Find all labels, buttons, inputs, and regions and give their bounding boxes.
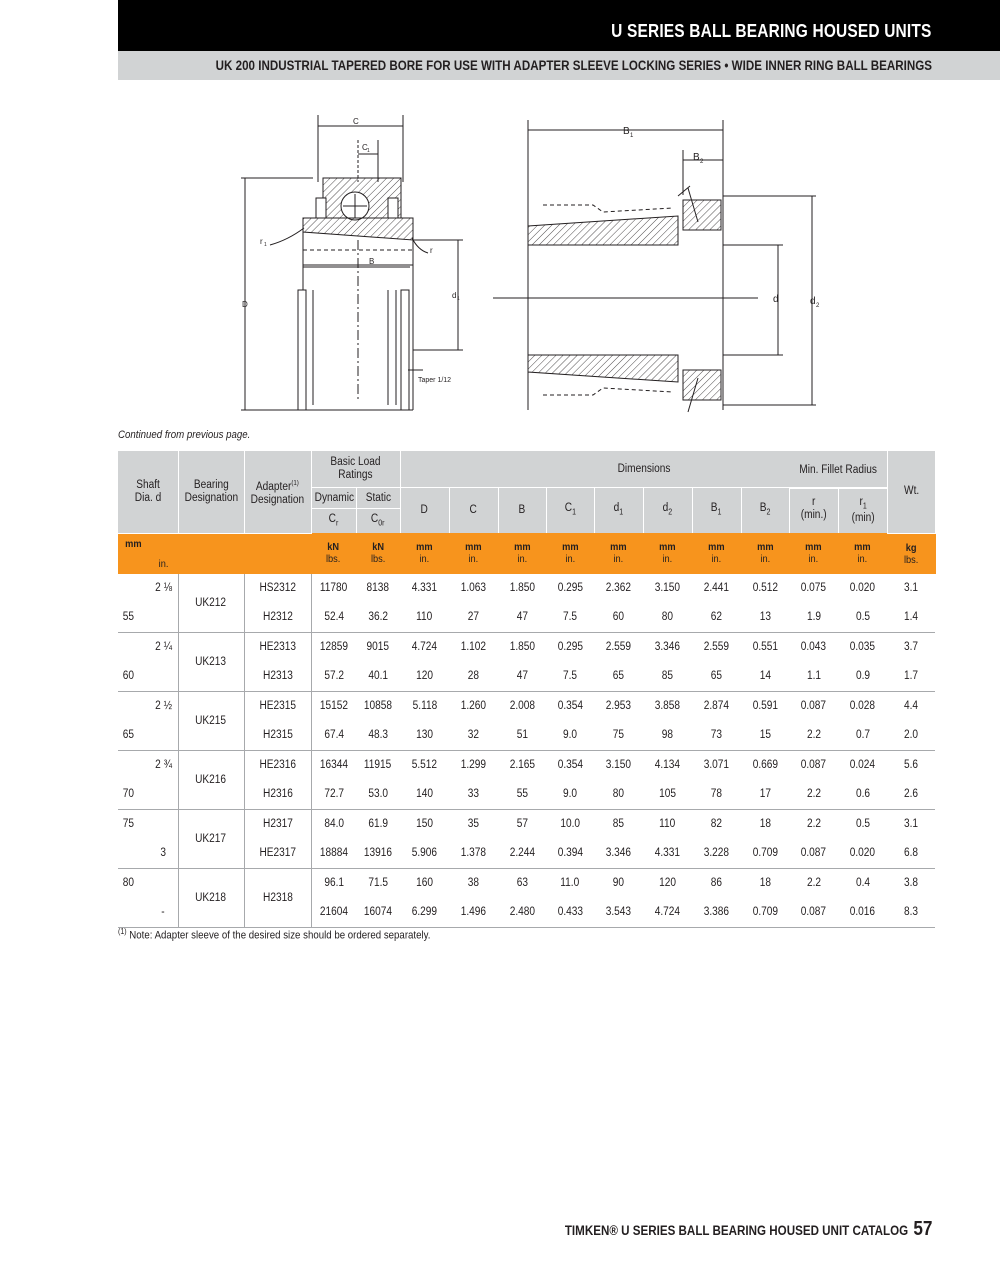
page-subtitle: UK 200 INDUSTRIAL TAPERED BORE FOR USE WITH ADAPTER SLEEVE LOCKING SERIES • WIDE INNER RING BALL BEARINGS [215,58,932,73]
cell-adapter: H2316 [244,779,311,810]
cell-adapter: HE2316 [244,750,311,779]
cell-d2: 80 [643,602,692,633]
cell-c1: 0.354 [557,699,583,712]
dim-label-C1: C [362,143,368,152]
cell-d2: 4.724 [643,897,692,928]
cell-b2: 15 [741,720,789,751]
table-row [118,632,935,661]
cell-c0r: 40.1 [356,661,400,692]
cell-r: 0.043 [800,640,827,653]
cell-c: 38 [467,876,480,889]
header-C: C [449,488,498,534]
cell-d: 6.299 [400,897,449,928]
cell-d: 4.331 [411,581,438,594]
header-r: r (min.) [790,489,839,533]
cell-d: 5.906 [400,838,449,869]
cell-shaft-mm [118,838,149,869]
cell-wt: 3.7 [904,640,919,653]
cell-c0r: 61.9 [368,817,388,830]
cell-c1: 0.295 [557,581,583,594]
cell-adapter: H2315 [244,720,311,751]
dim-label-r1: r [260,237,263,246]
cell-bearing: UK213 [178,632,244,691]
cell-shaft-in: 2 ⅛ [154,581,172,594]
page-number: 57 [912,1218,932,1240]
cell-shaft-mm [118,750,149,779]
cell-shaft-mm [118,574,149,602]
header-c0r: $C_{0r}$ [356,509,400,534]
cell-d: 160 [416,876,433,889]
cell-cr: 96.1 [311,868,356,897]
cell-r1: 0.4 [855,876,870,889]
cell-d: 5.118 [412,699,437,712]
header-min-fillet: Min. Fillet Radius r (min.) $r_1$ (min) [789,488,887,534]
cell-b: 1.850 [509,640,535,653]
cell-shaft-in [149,720,178,751]
cell-b1: 78 [692,779,741,810]
header-d1: $d_1$ [594,488,643,534]
dim-label-r: r [430,246,433,255]
cell-r1: 0.020 [849,581,876,594]
header-basic-load: Basic Load Ratings [311,451,400,488]
cell-d1: 3.346 [594,838,643,869]
dim-label-d2: d [810,296,816,307]
cell-c1: 7.5 [546,661,594,692]
dim-label-d2-sub: 2 [816,303,820,309]
cell-d2: 4.331 [643,838,692,869]
header-r1: $r_1$ (min) [851,496,875,525]
cell-b2: 18 [759,876,771,889]
header-bar [118,0,1000,51]
cell-adapter: HE2313 [244,632,311,661]
cell-wt: 6.8 [887,838,935,869]
table-row [118,574,935,602]
cell-b1: 2.874 [703,699,730,712]
header-B1: $B_1$ [692,488,741,534]
cell-c0r: 8138 [366,581,390,594]
cell-wt: 8.3 [887,897,935,928]
cell-d1: 2.953 [605,699,632,712]
cell-wt: 2.0 [887,720,935,751]
cell-shaft-in [149,809,178,838]
cell-b: 2.480 [498,897,546,928]
cell-c: 1.260 [460,699,487,712]
cell-b2: 0.551 [752,640,778,653]
table-body [118,574,935,928]
cell-c0r: 16074 [356,897,400,928]
cell-shaft-in [149,868,178,897]
cell-shaft-mm [118,897,149,928]
cell-cr: 84.0 [311,809,356,838]
header-d2: $d_2$ [643,488,692,534]
dim-label-B2: B [693,152,700,163]
cell-bearing: UK216 [178,750,244,809]
cell-cr: 67.4 [311,720,356,751]
dim-label-D: D [242,300,248,309]
subheader-bar [118,51,1000,80]
header-dimensions: Dimensions [400,451,887,488]
cell-c: 1.063 [460,581,487,594]
cell-d1: 90 [612,876,625,889]
cell-b2: 0.669 [752,758,778,771]
cell-c0r: 9015 [366,640,390,653]
cell-b1: 3.386 [692,897,741,928]
header-cr: $C_r$ [311,509,356,534]
cell-b: 2.165 [509,758,535,771]
cell-d1: 65 [594,661,643,692]
cell-adapter: HS2312 [244,574,311,602]
cell-c0r: 36.2 [356,602,400,633]
table-row [118,691,935,720]
cell-b1: 86 [710,876,723,889]
cell-b2: 0.709 [741,897,789,928]
cell-r1: 0.5 [838,602,887,633]
cell-d: 5.512 [411,758,438,771]
cell-wt: 4.4 [904,699,919,712]
cell-shaft-mm: 60 [118,661,149,692]
dim-label-C: C [353,117,359,126]
cell-c: 35 [467,817,480,830]
cell-d2: 3.150 [654,581,681,594]
cell-c: 33 [449,779,498,810]
header-shaft: Shaft Dia. d [118,451,178,533]
cell-r: 2.2 [806,817,821,830]
cell-wt: 2.6 [887,779,935,810]
page-title: U SERIES BALL BEARING HOUSED UNITS [611,21,932,41]
cell-shaft-in: 2 ½ [154,699,172,712]
cell-d2: 120 [659,876,676,889]
cell-c: 28 [449,661,498,692]
dim-label-d1-sub: 1 [457,296,460,302]
cell-shaft-in: 2 ¾ [154,758,172,771]
cell-shaft-mm: 80 [122,876,135,889]
cell-cr: 12859 [311,632,356,661]
dim-label-d1: d [452,291,457,300]
cell-adapter: H2313 [244,661,311,692]
cell-b1: 2.441 [703,581,730,594]
cell-d1: 2.362 [605,581,632,594]
header-C1: $C_1$ [546,488,594,534]
cell-b1: 62 [692,602,741,633]
cell-r: 2.2 [806,876,821,889]
header-D: D [400,488,449,534]
cell-c1: 9.0 [546,720,594,751]
bearing-spec-table [118,451,936,928]
cell-d2: 4.134 [654,758,681,771]
cell-shaft-in [149,602,178,633]
cell-c0r: 53.0 [356,779,400,810]
cell-b2: 0.512 [752,581,778,594]
cell-b: 57 [516,817,528,830]
dim-label-B1-sub: 1 [630,133,634,139]
cell-c1: 0.354 [557,758,583,771]
table-row [118,868,935,897]
cell-bearing: UK218 [178,868,244,927]
cell-bearing: UK217 [178,809,244,868]
cell-c: 1.299 [460,758,487,771]
cell-d1: 3.150 [605,758,632,771]
cell-d2: 3.858 [654,699,681,712]
cell-d2: 3.346 [654,640,681,653]
header-dynamic: Dynamic [311,488,356,509]
cell-r1: 0.028 [849,699,876,712]
cell-c0r: 48.3 [356,720,400,751]
cell-r: 0.087 [800,758,827,771]
cell-cr: 18884 [311,838,356,869]
cell-cr: 52.4 [311,602,356,633]
cell-shaft-in [149,779,178,810]
cell-c0r: 10858 [363,699,393,712]
cell-shaft-mm [118,691,149,720]
cell-b2: 0.709 [741,838,789,869]
cell-b2: 0.591 [752,699,778,712]
footer-catalog-title: TIMKEN® U SERIES BALL BEARING HOUSED UNIT CATALOG [564,1223,908,1238]
cell-shaft-in: 2 ¼ [154,640,172,653]
cell-r1: 0.9 [838,661,887,692]
cell-r1: 0.035 [849,640,876,653]
cell-r: 2.2 [789,779,838,810]
cell-r: 0.087 [789,838,838,869]
cell-shaft-in: 3 [149,838,178,869]
dim-label-B1: B [623,126,630,137]
cell-shaft-mm: 65 [118,720,149,751]
continued-note: Continued from previous page. [118,429,251,441]
cell-c: 27 [449,602,498,633]
cell-adapter: HE2317 [244,838,311,869]
cell-b: 2.008 [509,699,535,712]
bearing-section-drawing [241,115,463,410]
cell-r: 1.1 [789,661,838,692]
units-row: mm in. kN lbs. kN lbs. mm in. mm in. mm in. mm in. mm in. mm in. mm in. mm in. mm in. mm in. kg lbs. [118,533,935,574]
table-row [118,750,935,779]
cell-d: 130 [400,720,449,751]
cell-d2: 105 [643,779,692,810]
cell-cr: 21604 [311,897,356,928]
cell-c1: 10.0 [560,817,580,830]
cell-d1: 2.559 [605,640,632,653]
cell-shaft-mm [118,632,149,661]
cell-c: 1.102 [460,640,487,653]
header-wt: Wt. [887,451,935,533]
cell-d2: 110 [659,817,676,830]
cell-b: 47 [498,661,546,692]
cell-c1: 9.0 [546,779,594,810]
dim-label-B: B [369,257,375,266]
cell-wt: 1.7 [887,661,935,692]
cell-adapter: HE2315 [244,691,311,720]
cell-b2: 14 [741,661,789,692]
cell-r1: 0.016 [838,897,887,928]
cell-d1: 80 [594,779,643,810]
cell-c0r: 13916 [356,838,400,869]
cell-r1: 0.7 [838,720,887,751]
cell-c: 1.496 [449,897,498,928]
cell-shaft-in [149,661,178,692]
cell-shaft-in: - [149,897,178,928]
cell-b: 51 [498,720,546,751]
dim-label-B2-sub: 2 [700,159,704,165]
header-static: Static [356,488,400,509]
cell-d1: 60 [594,602,643,633]
cell-r: 0.075 [800,581,827,594]
cell-r: 1.9 [789,602,838,633]
header-adapter: Adapter$^{(1)}$ Designation [244,451,311,533]
cell-wt: 5.6 [904,758,919,771]
cell-c1: 11.0 [560,876,580,889]
header-bearing: Bearing Designation [178,451,244,533]
header-B2: $B_2$ [741,488,789,534]
cell-d2: 98 [643,720,692,751]
cell-c1: 0.433 [546,897,594,928]
cell-d: 140 [400,779,449,810]
page-footer [564,1218,932,1241]
taper-label: Taper 1/12 [418,377,452,384]
table-header [118,451,935,533]
cell-wt: 3.1 [904,817,919,830]
cell-b1: 73 [692,720,741,751]
cell-b: 1.850 [509,581,535,594]
cell-c1: 7.5 [546,602,594,633]
cell-r: 2.2 [789,720,838,751]
cell-adapter: H2312 [244,602,311,633]
cell-adapter: H2318 [244,868,311,927]
dim-label-C1-sub: 1 [367,148,370,154]
cell-shaft-mm: 70 [118,779,149,810]
cell-r: 0.087 [789,897,838,928]
cell-r1: 0.5 [855,817,870,830]
cell-c1: 0.295 [557,640,583,653]
dim-label-r1-sub: 1 [264,242,267,248]
cell-wt: 1.4 [887,602,935,633]
cell-cr: 11780 [311,574,356,602]
cell-cr: 57.2 [311,661,356,692]
cell-wt: 3.1 [904,581,919,594]
cell-r1: 0.6 [838,779,887,810]
cell-c0r: 71.5 [368,876,388,889]
cell-b1: 2.559 [703,640,730,653]
cell-adapter: H2317 [244,809,311,838]
cell-d1: 3.543 [594,897,643,928]
cell-c0r: 11915 [364,758,392,771]
cell-b1: 3.071 [703,758,730,771]
cell-cr: 72.7 [311,779,356,810]
cell-b: 47 [498,602,546,633]
cell-b: 2.244 [498,838,546,869]
cell-b1: 3.228 [692,838,741,869]
header-B: B [498,488,546,534]
cell-c1: 0.394 [546,838,594,869]
cell-d1: 85 [612,817,625,830]
cell-d: 4.724 [411,640,438,653]
cell-r1: 0.020 [838,838,887,869]
cell-bearing: UK212 [178,574,244,633]
cell-b: 55 [498,779,546,810]
dim-label-d: d [773,294,779,305]
cell-cr: 16344 [311,750,356,779]
cell-r1: 0.024 [849,758,876,771]
bearing-diagram [118,100,838,425]
cell-d: 120 [400,661,449,692]
cell-c: 32 [449,720,498,751]
cell-d1: 75 [594,720,643,751]
cell-c: 1.378 [449,838,498,869]
cell-b1: 65 [692,661,741,692]
cell-wt: 3.8 [904,876,919,889]
footnote: $^{(1)}$ Note: Adapter sleeve of the desired size should be ordered separately. [118,927,431,942]
cell-shaft-mm: 55 [118,602,149,633]
cell-bearing: UK215 [178,691,244,750]
cell-shaft-mm: 75 [122,817,135,830]
cell-b2: 13 [741,602,789,633]
adapter-sleeve-drawing [493,120,816,412]
cell-b2: 18 [759,817,771,830]
cell-d: 110 [400,602,449,633]
table-row [118,809,935,838]
cell-r: 0.087 [800,699,827,712]
cell-cr: 15152 [311,691,356,720]
cell-b1: 82 [710,817,723,830]
cell-d: 150 [416,817,433,830]
cell-b: 63 [516,876,528,889]
cell-b2: 17 [741,779,789,810]
cell-d2: 85 [643,661,692,692]
